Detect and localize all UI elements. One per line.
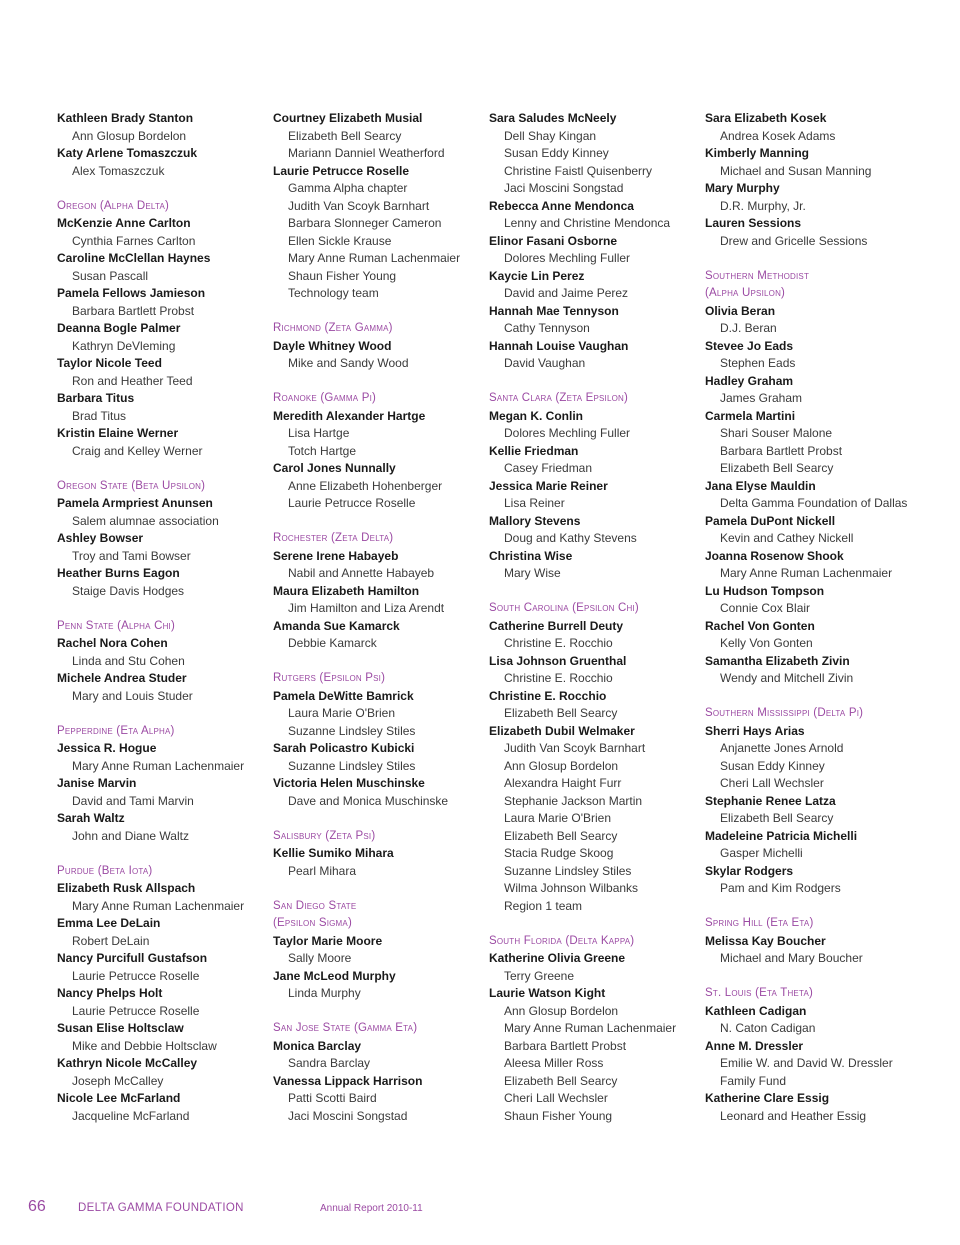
footer-organization: DELTA GAMMA FOUNDATION (78, 1202, 244, 1214)
donor-name: Drew and Gricelle Sessions (720, 233, 868, 248)
section-spacer (273, 373, 483, 391)
donor-name: Stephen Eads (720, 356, 796, 370)
chapter-heading: Spring Hill (Eta Eta) (705, 917, 814, 929)
section-spacer (489, 583, 699, 601)
chapter-heading: Southern Mississippi (Delta Pi) (705, 707, 864, 719)
honoree-name: Michele Andrea Studer (57, 671, 187, 685)
donor-name: Mariann Danniel Weatherford (288, 146, 445, 160)
section-spacer (705, 898, 920, 916)
donor-name: Mike and Debbie Holtsclaw (72, 1038, 217, 1053)
column-3 (489, 110, 699, 1125)
donor-name: John and Diane Waltz (72, 828, 189, 843)
section-spacer (489, 373, 699, 391)
donor-name: D.J. Beran (720, 321, 777, 335)
donor-name: Anjanette Jones Arnold (720, 741, 844, 755)
donor-name: Dave and Monica Muschinske (288, 793, 449, 808)
honoree-name: Heather Burns Eagon (57, 566, 180, 580)
donor-name: Connie Cox Blair (720, 601, 811, 615)
donor-name: Gamma Alpha chapter (288, 181, 408, 195)
honoree-name: Barbara Titus (57, 391, 135, 405)
section-spacer (273, 1003, 483, 1021)
donor-name: Barbara Slonneger Cameron (288, 216, 442, 230)
chapter-heading: Penn State (Alpha Chi) (57, 619, 176, 632)
honoree-name: Sarah Policastro Kubicki (273, 741, 415, 755)
donor-name: Mike and Sandy Wood (288, 356, 409, 370)
honoree-name: Samantha Elizabeth Zivin (705, 653, 850, 668)
donor-name: Ann Glosup Bordelon (72, 128, 187, 143)
donor-name: Lenny and Christine Mendonca (504, 216, 671, 230)
donor-name: Lisa Reiner (504, 496, 565, 510)
honoree-name: Caroline McClellan Haynes (57, 251, 211, 265)
donor-name: Pearl Mihara (288, 863, 357, 878)
donor-name: Aleesa Miller Ross (504, 1056, 604, 1070)
donor-name: David and Tami Marvin (72, 793, 194, 808)
honoree-name: Laurie Watson Kight (489, 986, 606, 1000)
chapter-heading: Rutgers (Epsilon Psi) (273, 672, 386, 684)
donor-name: Mary Anne Ruman Lachenmaier (504, 1021, 677, 1035)
honoree-name: Jana Elyse Mauldin (705, 478, 816, 493)
honoree-name: Pamela DuPont Nickell (705, 513, 836, 528)
honoree-name: Elizabeth Dubil Welmaker (489, 723, 635, 738)
honoree-name: Lauren Sessions (705, 216, 802, 230)
honoree-name: Kellie Friedman (489, 443, 579, 458)
donor-name: Christine E. Rocchio (504, 671, 613, 685)
honoree-name: Nicole Lee McFarland (57, 1091, 181, 1105)
chapter-heading: St. Louis (Eta Theta) (705, 987, 814, 999)
donor-name: Christine Faistl Quisenberry (504, 163, 653, 178)
donor-name: Laurie Petrucce Roselle (72, 1003, 200, 1018)
honoree-name: Stevee Jo Eads (705, 338, 794, 353)
donor-name: Wendy and Mitchell Zivin (720, 671, 854, 685)
donor-name: Suzanne Lindsley Stiles (288, 758, 416, 773)
honoree-name: Sarah Waltz (57, 811, 125, 825)
honoree-name: Sara Elizabeth Kosek (705, 111, 827, 125)
honoree-name: Pamela Fellows Jamieson (57, 286, 206, 300)
donor-name: Shaun Fisher Young (504, 1108, 613, 1123)
section-spacer (57, 600, 267, 618)
honoree-name: Pamela Armpriest Anunsen (57, 496, 213, 510)
chapter-heading: San Jose State (Gamma Eta) (273, 1022, 418, 1034)
honoree-name: Janise Marvin (57, 776, 137, 790)
honoree-name: Sherri Hays Arias (705, 723, 805, 738)
donor-name: Mary Wise (504, 566, 561, 580)
donor-name: Susan Pascall (72, 268, 149, 283)
honoree-name: Katherine Clare Essig (705, 1091, 830, 1105)
chapter-heading: (Alpha Upsilon) (705, 287, 786, 299)
donor-name: Barbara Bartlett Probst (720, 443, 843, 458)
donor-name: Suzanne Lindsley Stiles (288, 723, 416, 738)
honoree-name: Meredith Alexander Hartge (273, 408, 426, 423)
chapter-heading: Rochester (Zeta Delta) (273, 532, 394, 544)
honoree-name: Katy Arlene Tomaszczuk (57, 146, 198, 160)
honoree-name: Rachel Von Gonten (705, 618, 815, 633)
donor-name: Brad Titus (72, 408, 127, 423)
honoree-name: Carmela Martini (705, 408, 796, 423)
section-spacer (57, 845, 267, 863)
section-spacer (57, 460, 267, 478)
honoree-name: Rachel Nora Cohen (57, 636, 168, 650)
honoree-name: Kimberly Manning (705, 146, 810, 160)
honoree-name: Elizabeth Rusk Allspach (57, 881, 196, 895)
donor-name: David and Jaime Perez (504, 286, 629, 300)
honoree-name: Hadley Graham (705, 373, 794, 388)
footer-report-title: Annual Report 2010-11 (320, 1203, 423, 1214)
donor-name: Susan Eddy Kinney (504, 146, 609, 160)
honoree-name: Lisa Johnson Gruenthal (489, 653, 627, 668)
donor-name: Michael and Susan Manning (720, 163, 872, 178)
honoree-name: Jessica Marie Reiner (489, 478, 608, 493)
honoree-name: Hannah Mae Tennyson (489, 303, 619, 318)
honoree-name: Kaycie Lin Perez (489, 268, 585, 283)
donor-name: Alex Tomaszczuk (72, 163, 165, 178)
section-spacer (705, 968, 920, 986)
donor-name: Mary Anne Ruman Lachenmaier (720, 566, 893, 580)
honoree-name: Victoria Helen Muschinske (273, 776, 425, 790)
donor-name: Laura Marie O'Brien (504, 811, 612, 825)
chapter-heading: Richmond (Zeta Gamma) (273, 322, 393, 334)
honoree-name: Melissa Kay Boucher (705, 933, 826, 948)
donor-name: Dell Shay Kingan (504, 128, 597, 143)
donor-name: Jaci Moscini Songstad (288, 1108, 408, 1123)
donor-name: Staige Davis Hodges (72, 583, 185, 598)
donor-name: Elizabeth Bell Searcy (720, 461, 834, 475)
donor-name: Laura Marie O'Brien (288, 706, 396, 720)
column-4 (705, 110, 920, 1125)
donor-name: Linda and Stu Cohen (72, 653, 185, 668)
donor-name: Elizabeth Bell Searcy (720, 811, 834, 825)
donor-name: Joseph McCalley (72, 1073, 164, 1088)
donor-name: Pam and Kim Rodgers (720, 881, 841, 895)
donor-name: Delta Gamma Foundation of Dallas (720, 496, 908, 510)
donor-name: Ron and Heather Teed (72, 373, 193, 388)
donor-name: Linda Murphy (288, 986, 361, 1000)
donor-name: Terry Greene (504, 968, 575, 983)
donor-name: Casey Friedman (504, 461, 593, 475)
donor-name: Totch Hartge (288, 443, 357, 458)
honoree-name: Christina Wise (489, 548, 573, 563)
chapter-heading: San Diego State (273, 899, 357, 912)
honoree-name: Kristin Elaine Werner (57, 426, 179, 440)
section-spacer (57, 180, 267, 198)
donor-name: Mary Anne Ruman Lachenmaier (72, 898, 245, 913)
honoree-name: Monica Barclay (273, 1038, 362, 1053)
honoree-name: McKenzie Anne Carlton (57, 216, 191, 230)
honoree-name: Rebecca Anne Mendonca (489, 198, 634, 213)
donor-name: Jacqueline McFarland (72, 1108, 190, 1123)
donor-name: Gasper Michelli (720, 846, 803, 860)
chapter-heading: (Epsilon Sigma) (273, 917, 352, 929)
chapter-heading: Salisbury (Zeta Psi) (273, 829, 376, 842)
donor-name: Sally Moore (288, 951, 352, 965)
donor-name: Dolores Mechling Fuller (504, 251, 631, 265)
honoree-name: Nancy Phelps Holt (57, 986, 163, 1000)
donor-name: Ann Glosup Bordelon (504, 758, 619, 773)
donor-name: Stephanie Jackson Martin (504, 793, 643, 808)
chapter-heading: Oregon State (Beta Upsilon) (57, 479, 206, 492)
honoree-name: Mallory Stevens (489, 513, 581, 528)
donor-name: Jaci Moscini Songstad (504, 181, 624, 195)
column-1 (57, 110, 267, 1125)
donor-name: Anne Elizabeth Hohenberger (288, 478, 443, 493)
honoree-name: Sara Saludes McNeely (489, 111, 617, 125)
honoree-name: Katherine Olivia Greene (489, 951, 626, 965)
honoree-name: Olivia Beran (705, 303, 776, 318)
honoree-name: Madeleine Patricia Michelli (705, 828, 858, 843)
donor-name: Region 1 team (504, 898, 583, 913)
honoree-name: Laurie Petrucce Roselle (273, 163, 410, 178)
honoree-name: Mary Murphy (705, 181, 780, 195)
honoree-name: Kellie Sumiko Mihara (273, 846, 394, 860)
donor-name: James Graham (720, 391, 803, 405)
honoree-name: Megan K. Conlin (489, 408, 583, 423)
donor-name: Judith Van Scoyk Barnhart (288, 198, 430, 213)
donor-name: Shaun Fisher Young (288, 268, 397, 283)
donor-name: Kelly Von Gonten (720, 636, 813, 650)
donor-name: Elizabeth Bell Searcy (288, 128, 402, 143)
honoree-name: Hannah Louise Vaughan (489, 338, 629, 353)
donor-name: Craig and Kelley Werner (72, 443, 203, 458)
donor-name: Laurie Petrucce Roselle (288, 496, 416, 510)
honoree-name: Vanessa Lippack Harrison (273, 1073, 423, 1088)
honoree-name: Kathleen Brady Stanton (57, 111, 194, 125)
donor-name: Elizabeth Bell Searcy (504, 1073, 618, 1088)
chapter-heading: Roanoke (Gamma Pi) (273, 392, 377, 404)
donor-name: Barbara Bartlett Probst (72, 303, 195, 318)
chapter-heading: Purdue (Beta Iota) (57, 864, 153, 877)
donor-name: Cathy Tennyson (504, 321, 590, 335)
donor-name: Kevin and Cathey Nickell (720, 531, 854, 545)
donor-name: Kathryn DeVleming (72, 338, 176, 353)
section-spacer (57, 705, 267, 723)
honoree-name: Kathleen Cadigan (705, 1003, 807, 1018)
honoree-name: Ashley Bowser (57, 531, 144, 545)
donor-name: Barbara Bartlett Probst (504, 1038, 627, 1053)
honoree-name: Pamela DeWitte Bamrick (273, 688, 414, 703)
donor-name: Susan Eddy Kinney (720, 758, 825, 773)
donor-name: Laurie Petrucce Roselle (72, 968, 200, 983)
donor-name: Emilie W. and David W. Dressler Family Fund (720, 1056, 893, 1088)
section-spacer (705, 250, 920, 268)
honoree-name: Maura Elizabeth Hamilton (273, 583, 420, 598)
page-footer (0, 1198, 960, 1222)
honoree-name: Nancy Purcifull Gustafson (57, 951, 208, 965)
honoree-name: Emma Lee DeLain (57, 916, 161, 930)
donor-name: Robert DeLain (72, 933, 150, 948)
donor-name: Judith Van Scoyk Barnhart (504, 741, 646, 755)
donor-name: Ellen Sickle Krause (288, 233, 392, 248)
chapter-heading: Pepperdine (Eta Alpha) (57, 724, 175, 737)
honoree-name: Jessica R. Hogue (57, 741, 157, 755)
donor-name: Stacia Rudge Skoog (504, 846, 614, 860)
honoree-name: Skylar Rodgers (705, 863, 794, 878)
donor-name: Cynthia Farnes Carlton (72, 233, 196, 248)
section-spacer (705, 688, 920, 706)
donor-name: Doug and Kathy Stevens (504, 531, 637, 545)
donor-name: Troy and Tami Bowser (72, 548, 191, 563)
donor-name: Michael and Mary Boucher (720, 951, 863, 965)
donor-name: Andrea Kosek Adams (720, 128, 836, 143)
honoree-name: Kathryn Nicole McCalley (57, 1056, 198, 1070)
honoree-name: Stephanie Renee Latza (705, 793, 836, 808)
chapter-heading: Oregon (Alpha Delta) (57, 199, 170, 212)
donor-name: Jim Hamilton and Liza Arendt (288, 601, 445, 615)
chapter-heading: South Carolina (Epsilon Chi) (489, 602, 639, 614)
honoree-name: Elinor Fasani Osborne (489, 233, 618, 248)
donor-name: Debbie Kamarck (288, 636, 377, 650)
donor-name: Elizabeth Bell Searcy (504, 706, 618, 720)
honoree-name: Susan Elise Holtsclaw (57, 1021, 184, 1035)
honoree-name: Joanna Rosenow Shook (705, 548, 844, 563)
section-spacer (273, 880, 483, 898)
donor-name: Leonard and Heather Essig (720, 1108, 867, 1123)
honoree-name: Christine E. Rocchio (489, 688, 607, 703)
section-spacer (489, 915, 699, 933)
donor-name: Mary Anne Ruman Lachenmaier (288, 251, 461, 265)
section-spacer (273, 513, 483, 531)
section-spacer (273, 303, 483, 321)
honoree-name: Amanda Sue Kamarck (273, 618, 400, 633)
section-spacer (273, 653, 483, 671)
donor-name: D.R. Murphy, Jr. (720, 198, 806, 213)
donor-name: Technology team (288, 286, 379, 300)
chapter-heading: South Florida (Delta Kappa) (489, 934, 635, 947)
donor-name: Cheri Lall Wechsler (720, 776, 824, 790)
donor-name: Alexandra Haight Furr (504, 776, 622, 790)
donor-name: Dolores Mechling Fuller (504, 426, 631, 440)
chapter-heading: Santa Clara (Zeta Epsilon) (489, 392, 629, 404)
honoree-name: Catherine Burrell Deuty (489, 618, 624, 633)
donor-name: Christine E. Rocchio (504, 636, 613, 650)
honoree-name: Dayle Whitney Wood (273, 338, 392, 353)
donor-name: Lisa Hartge (288, 426, 350, 440)
donor-name: David Vaughan (504, 356, 586, 370)
donor-name: N. Caton Cadigan (720, 1021, 816, 1035)
column-2 (273, 110, 483, 1125)
donor-name: Sandra Barclay (288, 1056, 371, 1070)
honoree-name: Anne M. Dressler (705, 1038, 804, 1053)
honoree-name: Taylor Marie Moore (273, 933, 383, 948)
donor-name: Wilma Johnson Wilbanks (504, 881, 639, 895)
donor-name: Shari Souser Malone (720, 426, 833, 440)
honoree-name: Taylor Nicole Teed (57, 356, 162, 370)
honoree-name: Lu Hudson Tompson (705, 583, 825, 598)
donor-name: Ann Glosup Bordelon (504, 1003, 619, 1018)
honoree-name: Deanna Bogle Palmer (57, 321, 181, 335)
honoree-name: Serene Irene Habayeb (273, 548, 399, 563)
donor-name: Nabil and Annette Habayeb (288, 566, 435, 580)
donor-name: Mary Anne Ruman Lachenmaier (72, 758, 245, 773)
donor-name: Salem alumnae association (72, 513, 219, 528)
page-number: 66 (28, 1198, 46, 1215)
section-spacer (273, 810, 483, 828)
chapter-heading: Southern Methodist (705, 269, 810, 282)
donor-name: Suzanne Lindsley Stiles (504, 863, 632, 878)
honoree-name: Courtney Elizabeth Musial (273, 111, 423, 125)
donor-name: Cheri Lall Wechsler (504, 1091, 608, 1105)
honoree-name: Carol Jones Nunnally (273, 461, 396, 475)
donor-name: Elizabeth Bell Searcy (504, 828, 618, 843)
donor-name: Patti Scotti Baird (288, 1091, 377, 1105)
honoree-name: Jane McLeod Murphy (273, 968, 396, 983)
donor-name: Mary and Louis Studer (72, 688, 193, 703)
